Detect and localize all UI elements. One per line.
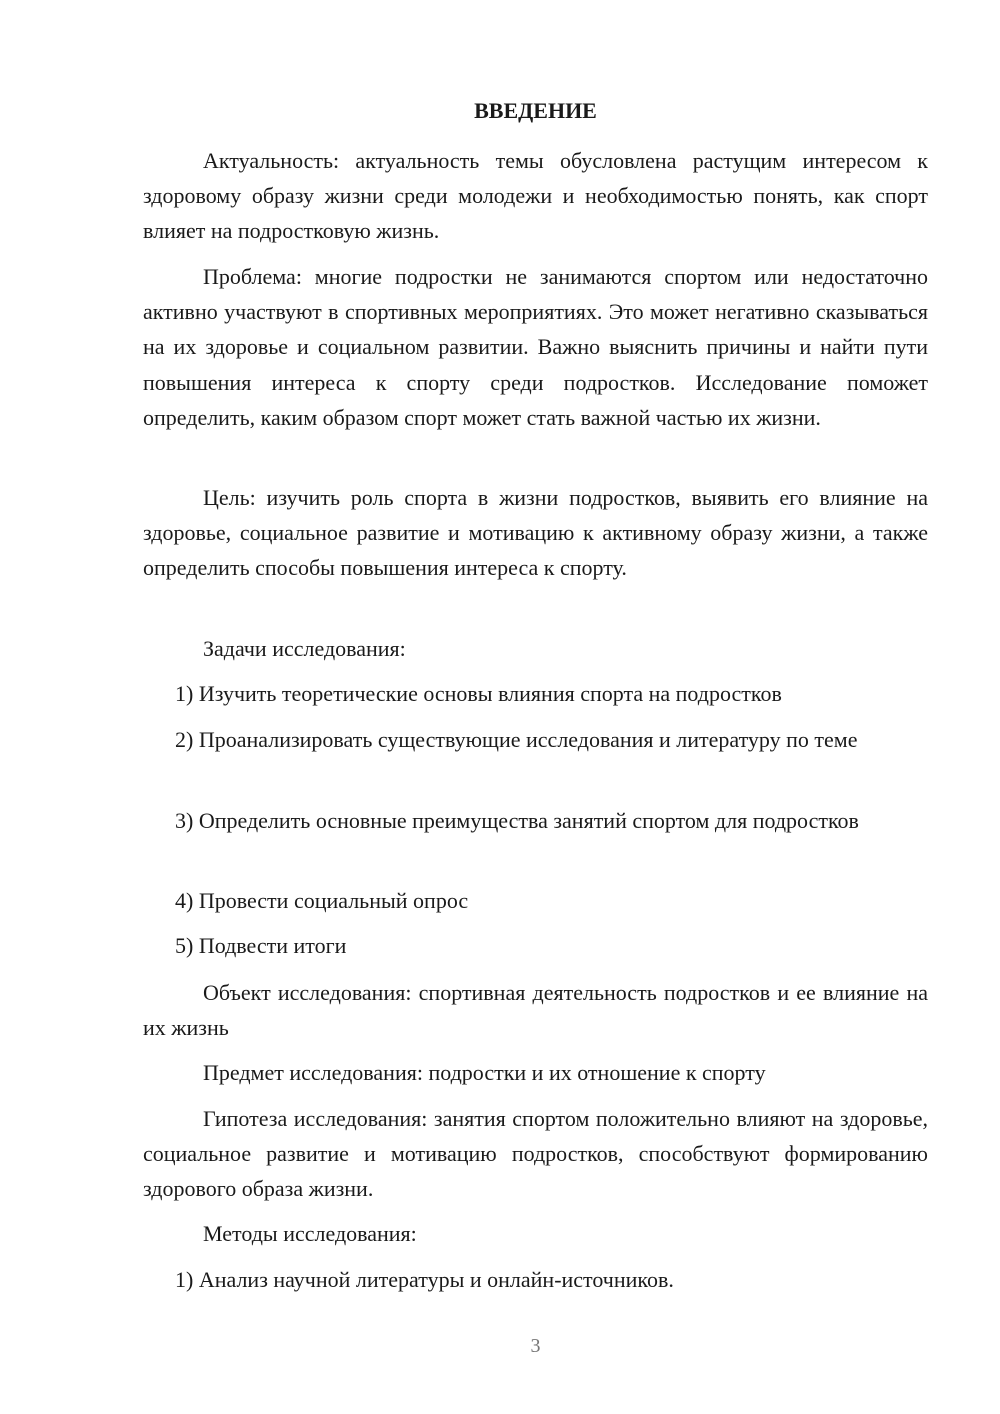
- paragraph-goal: Цель: изучить роль спорта в жизни подростков, выявить его влияние на здоровье, социальное развитие и мотивацию к активному образу жизни, а также определить способы повышения интереса к спорту.: [143, 485, 928, 581]
- paragraph-methods-heading: Методы исследования:: [203, 1221, 417, 1246]
- paragraph-object: Объект исследования: спортивная деятельность подростков и ее влияние на их жизнь: [143, 980, 928, 1041]
- paragraph-hypothesis: Гипотеза исследования: занятия спортом положительно влияют на здоровье, социальное развитие и мотивацию подростков, способствуют формированию здорового образа жизни.: [143, 1106, 928, 1202]
- task-item-2: 2) Проанализировать существующие исследования и литературу по теме: [175, 727, 858, 752]
- section-heading: ВВЕДЕНИЕ: [474, 98, 597, 123]
- paragraph-tasks-heading: Задачи исследования:: [203, 636, 406, 661]
- task-item-4: 4) Провести социальный опрос: [175, 888, 469, 913]
- page-number: 3: [530, 1335, 541, 1357]
- method-item-1: 1) Анализ научной литературы и онлайн-источников.: [175, 1267, 674, 1292]
- task-item-5: 5) Подвести итоги: [175, 933, 347, 958]
- task-item-3: 3) Определить основные преимущества занятий спортом для подростков: [175, 808, 859, 833]
- document-page: [143, 0, 928, 1414]
- paragraph-problem: Проблема: многие подростки не занимаются спортом или недостаточно активно участвуют в спортивных мероприятиях. Это может негативно сказываться на их здоровье и социальном развитии. Важно выяснить причины и найти пути повышения интереса к спорту среди подростков. Исследование поможет определить, каким образом спорт может стать важной частью их жизни.: [143, 264, 928, 430]
- task-item-1: 1) Изучить теоретические основы влияния спорта на подростков: [175, 681, 782, 706]
- paragraph-relevance: Актуальность: актуальность темы обусловлена растущим интересом к здоровому образу жизни среди молодежи и необходимостью понять, как спорт влияет на подростковую жизнь.: [143, 148, 928, 244]
- paragraph-subject: Предмет исследования: подростки и их отношение к спорту: [203, 1060, 766, 1085]
